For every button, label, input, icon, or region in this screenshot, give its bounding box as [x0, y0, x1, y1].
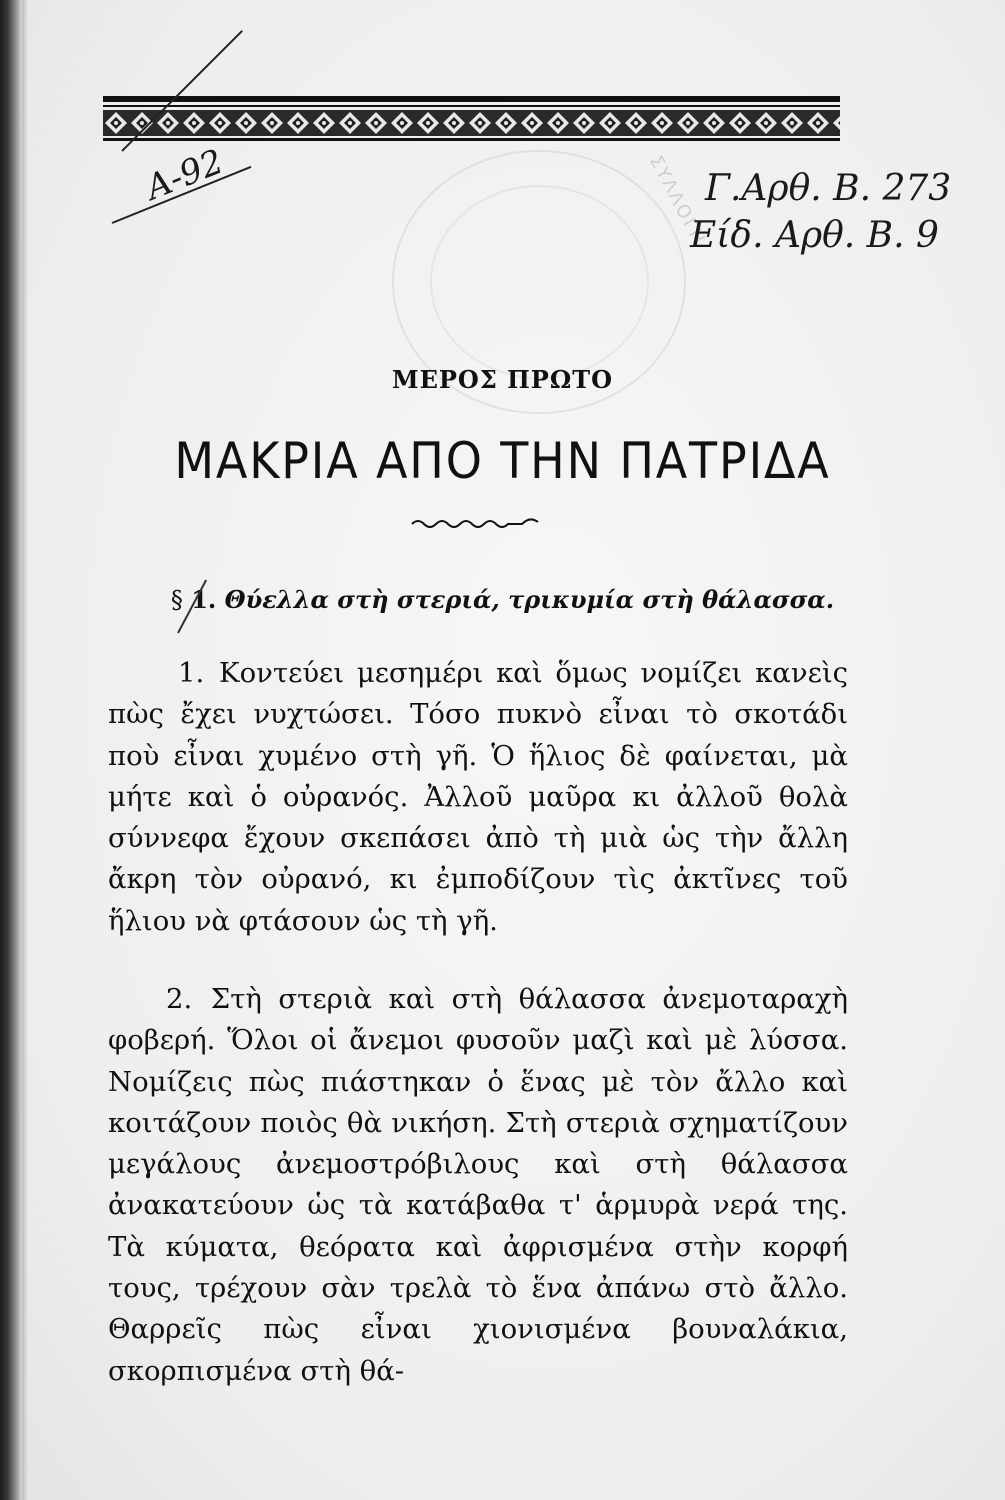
faded-stamp-inner-ring: [430, 185, 649, 379]
ornament-rule-thin: [103, 105, 840, 107]
paragraph-number: 2.: [166, 983, 193, 1015]
spine-shadow: [22, 0, 28, 1500]
paragraph-number: 1.: [178, 657, 205, 689]
ornament-rule-top: [103, 96, 840, 102]
paragraph-text: Στὴ στεριὰ καὶ στὴ θάλασσα ἀνεμοταραχὴ φοβερή. Ὅλοι οἱ ἄνεμοι φυσοῦν μαζὶ καὶ μὲ λύσσα. Νομίζεις πὼς πιάστηκαν ὁ ἕνας μὲ τὸν ἄλλο καὶ κοιτάζουν ποιὸς θὰ νικήση. Στὴ στεριὰ σχηματίζουν μεγάλους ἀνεμοστρόβιλους καὶ στὴ θάλασσα ἀνακατεύουν ὡς τὰ κατάβαθα τ' ἁρμυρὰ νερά της. Τὰ κύματα, θεόρατα καὶ ἀφρισμένα στὴν κορφή τους, τρέχουν σὰν τρελὰ τὸ ἕνα ἀπάνω στὸ ἄλλο. Θαρρεῖς πὼς εἶναι χιονισμένα βουναλάκια, σκορπισμένα στὴ θά-: [108, 983, 848, 1387]
handwritten-catalog-number-2: Είδ. Αρθ. Β. 9: [690, 215, 939, 256]
part-title: ΜΕΡΟΣ ΠΡΩΤΟ: [392, 365, 613, 394]
paragraph-text: Κοντεύει μεσημέρι καὶ ὅμως νομίζει κανεὶς πὼς ἔχει νυχτώσει. Τόσο πυκνὸ εἶναι τὸ σκοτάδι ποὺ εἶναι χυμένο στὴ γῆ. Ὁ ἥλιος δὲ φαίνεται, μὰ μήτε καὶ ὁ οὐρανός. Ἀλλοῦ μαῦρα κι ἀλλοῦ θολὰ σύννεφα ἔχουν σκεπάσει ἀπὸ τὴ μιὰ ὡς τὴν ἄλλη ἄκρη τὸν οὐρανό, κι ἐμποδίζουν τὶς ἀκτῖνες τοῦ ἥλιου νὰ φτάσουν ὡς τὴ γῆ.: [108, 657, 849, 937]
section-number: 1.: [191, 585, 217, 614]
stamp-text: ΣΥΛΛΟΓΗ: [644, 151, 710, 250]
section-heading: [0, 585, 1005, 614]
paragraph-2: [108, 979, 848, 1392]
handwritten-catalog-number-1: Γ.Αρθ. Β. 273: [705, 168, 952, 209]
ornament-pattern-band: [103, 110, 840, 136]
paragraph-1: [108, 653, 848, 942]
decorative-header-ornament: [103, 96, 840, 146]
handwritten-shelf-mark: Α-92: [140, 141, 229, 209]
chapter-title: ΜΑΚΡΙΑ ΑΠΟ ΤΗΝ ΠΑΤΡΙΔΑ: [174, 432, 831, 490]
section-title: Θύελλα στὴ στεριά, τρικυμία στὴ θάλασσα.: [224, 585, 835, 614]
decorative-tilde-divider: [410, 512, 540, 532]
section-symbol: §: [170, 586, 183, 614]
book-spine: [0, 0, 22, 1500]
